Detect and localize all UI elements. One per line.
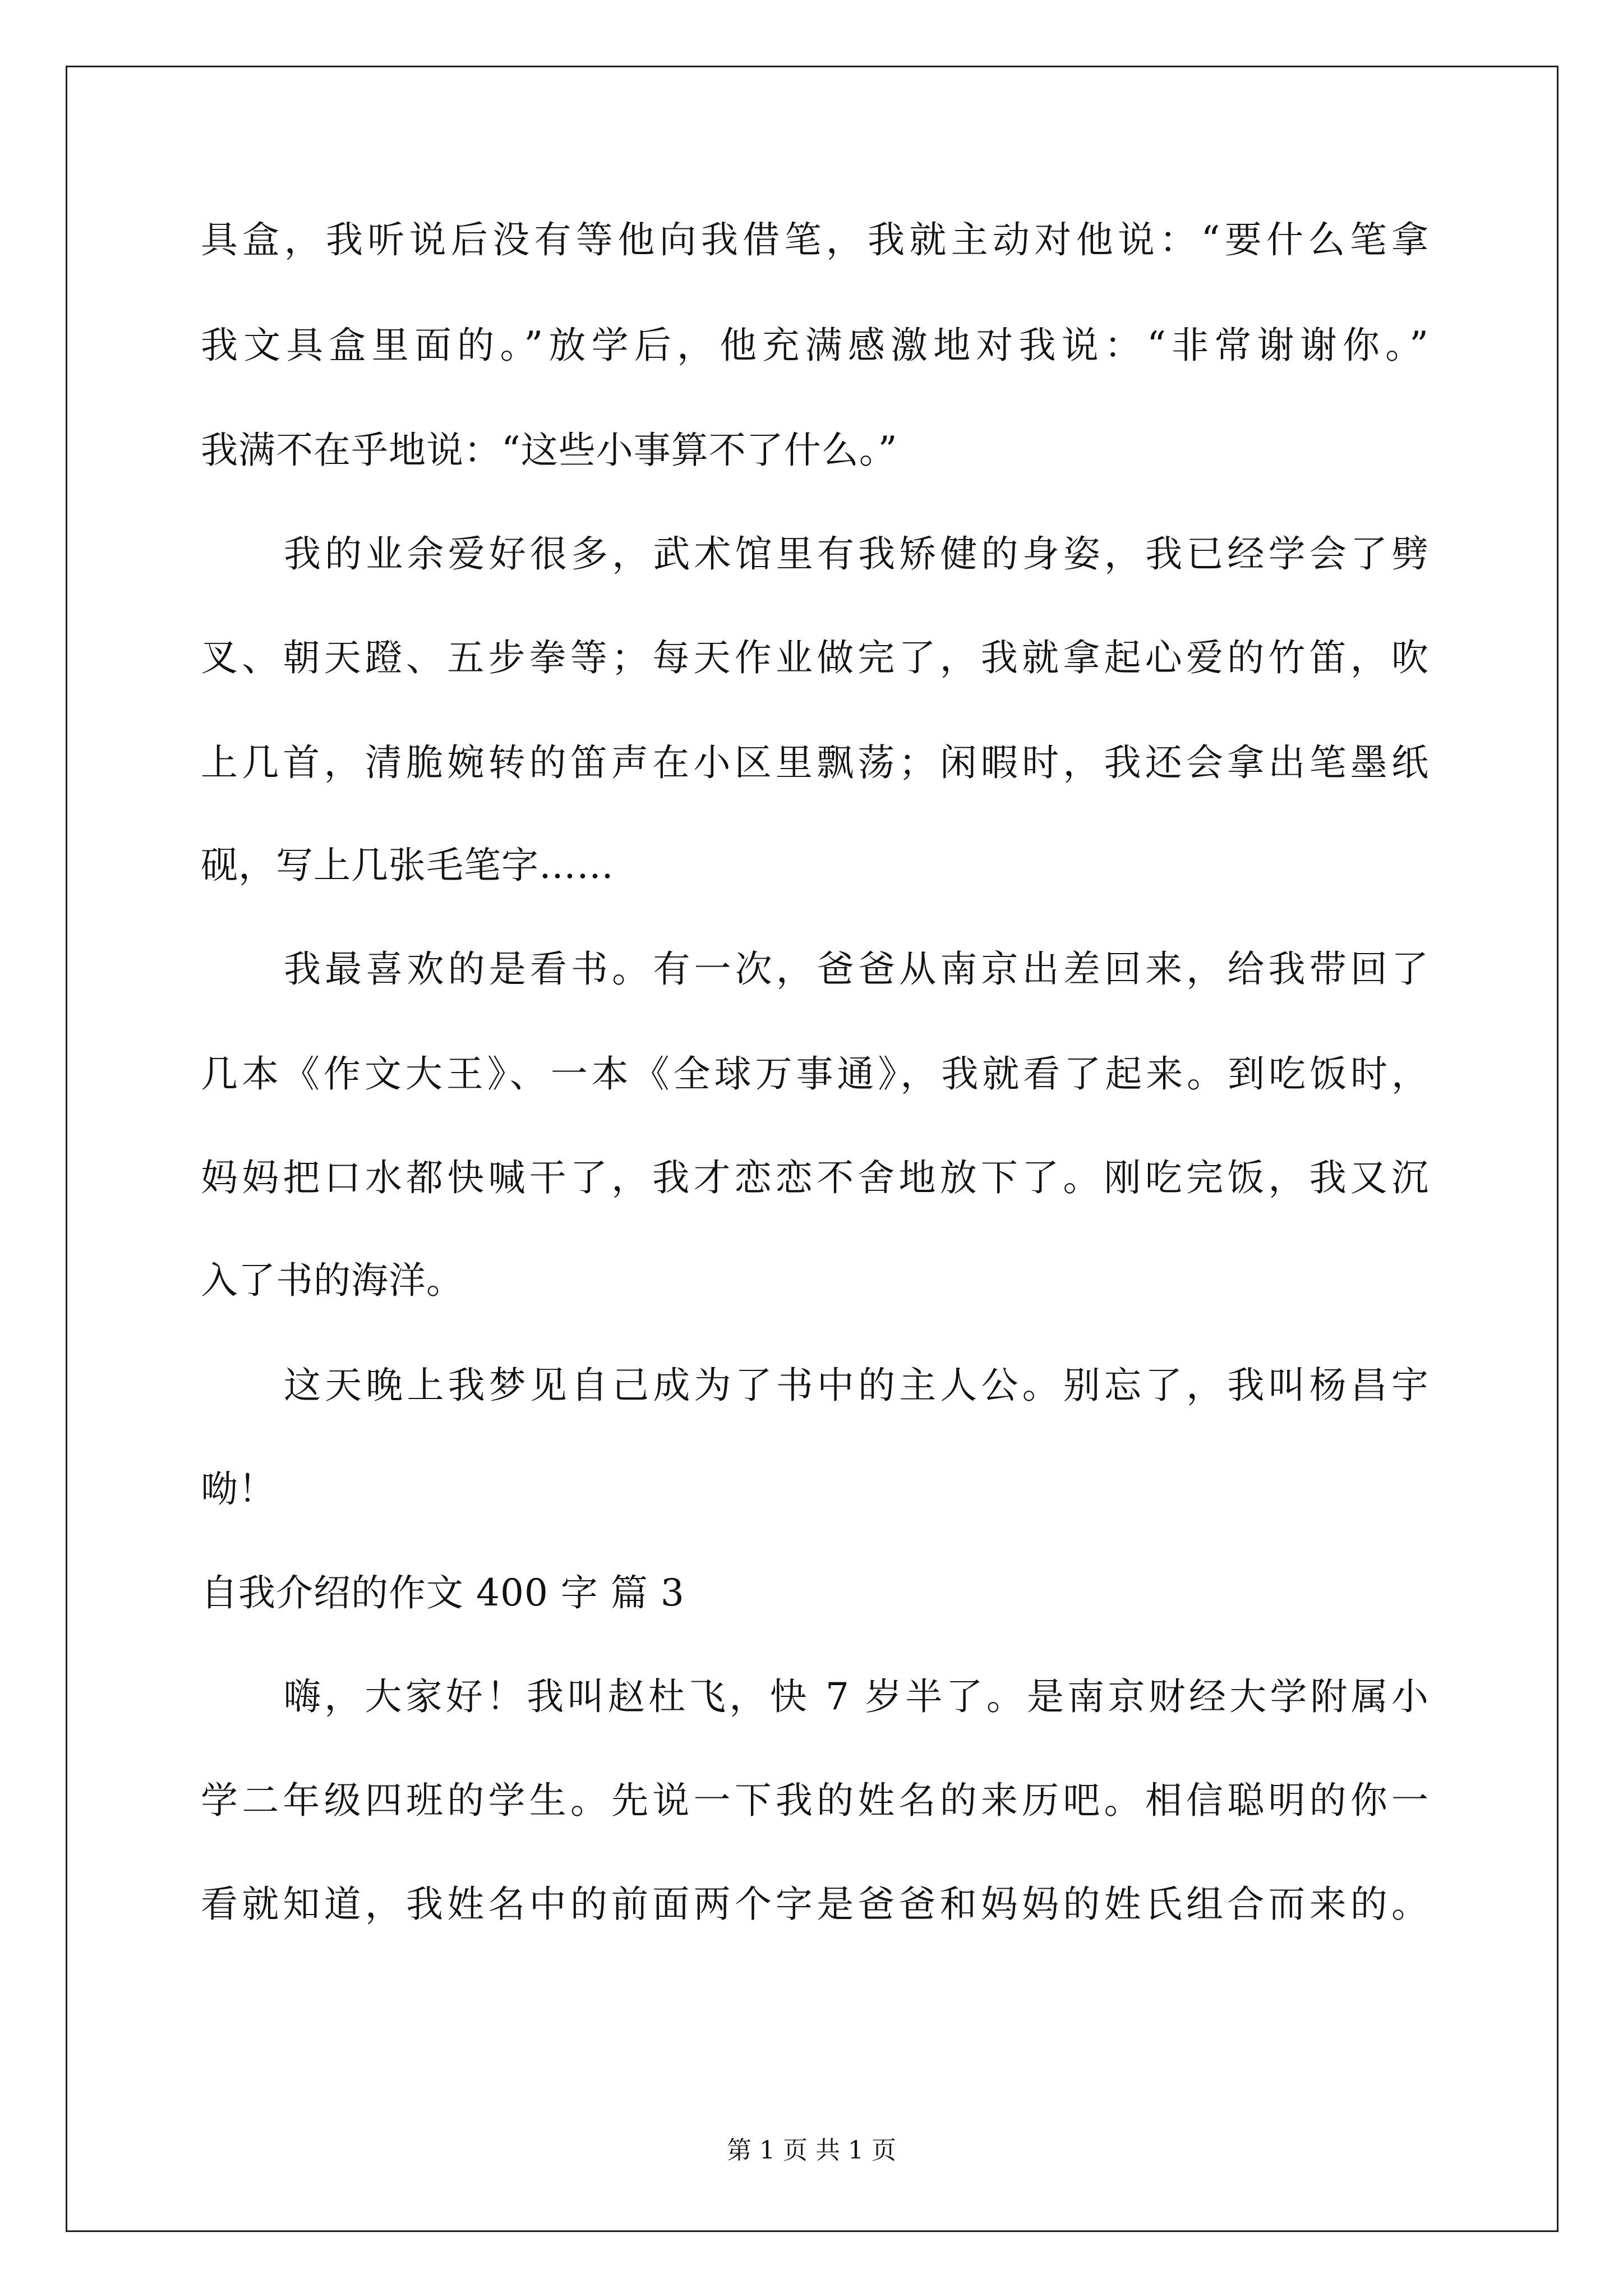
paragraph-line: 叉、朝天蹬、五步拳等；每天作业做完了，我就拿起心爱的竹笛，吹	[201, 636, 1429, 679]
paragraph-line: 我文具盒里面的。”放学后，他充满感激地对我说：“非常谢谢你。”	[201, 324, 1429, 367]
paragraph-line: 看就知道，我姓名中的前面两个字是爸爸和妈妈的姓氏组合而来的。	[201, 1883, 1429, 1926]
paragraph-line: 我最喜欢的是看书。有一次，爸爸从南京出差回来，给我带回了	[284, 947, 1429, 991]
paragraph-line: 嗨，大家好！我叫赵杜飞，快 7 岁半了。是南京财经大学附属小	[284, 1675, 1429, 1718]
paragraph-line: 我的业余爱好很多，武术馆里有我矫健的身姿，我已经学会了劈	[284, 532, 1429, 576]
paragraph-line: 我满不在乎地说：“这些小事算不了什么。”	[201, 429, 898, 472]
paragraph-line: 砚，写上几张毛笔字……	[201, 844, 614, 887]
paragraph-line: 上几首，清脆婉转的笛声在小区里飘荡；闲暇时，我还会拿出笔墨纸	[201, 741, 1429, 784]
paragraph-line: 呦！	[201, 1467, 276, 1511]
paragraph-line: 具盒，我听说后没有等他向我借笔，我就主动对他说：“要什么笔拿	[201, 218, 1429, 261]
page-number-footer: 第 1 页 共 1 页	[727, 2136, 896, 2165]
paragraph-line: 入了书的海洋。	[201, 1259, 464, 1302]
paragraph-line: 几本《作文大王》、一本《全球万事通》，我就看了起来。到吃饭时，	[201, 1052, 1429, 1096]
section-heading: 自我介绍的作文 400 字 篇 3	[201, 1571, 685, 1614]
paragraph-line: 这天晚上我梦见自己成为了书中的主人公。别忘了，我叫杨昌宇	[284, 1364, 1429, 1407]
paragraph-line: 学二年级四班的学生。先说一下我的姓名的来历吧。相信聪明的你一	[201, 1779, 1429, 1822]
paragraph-line: 妈妈把口水都快喊干了，我才恋恋不舍地放下了。刚吃完饭，我又沉	[201, 1156, 1429, 1199]
